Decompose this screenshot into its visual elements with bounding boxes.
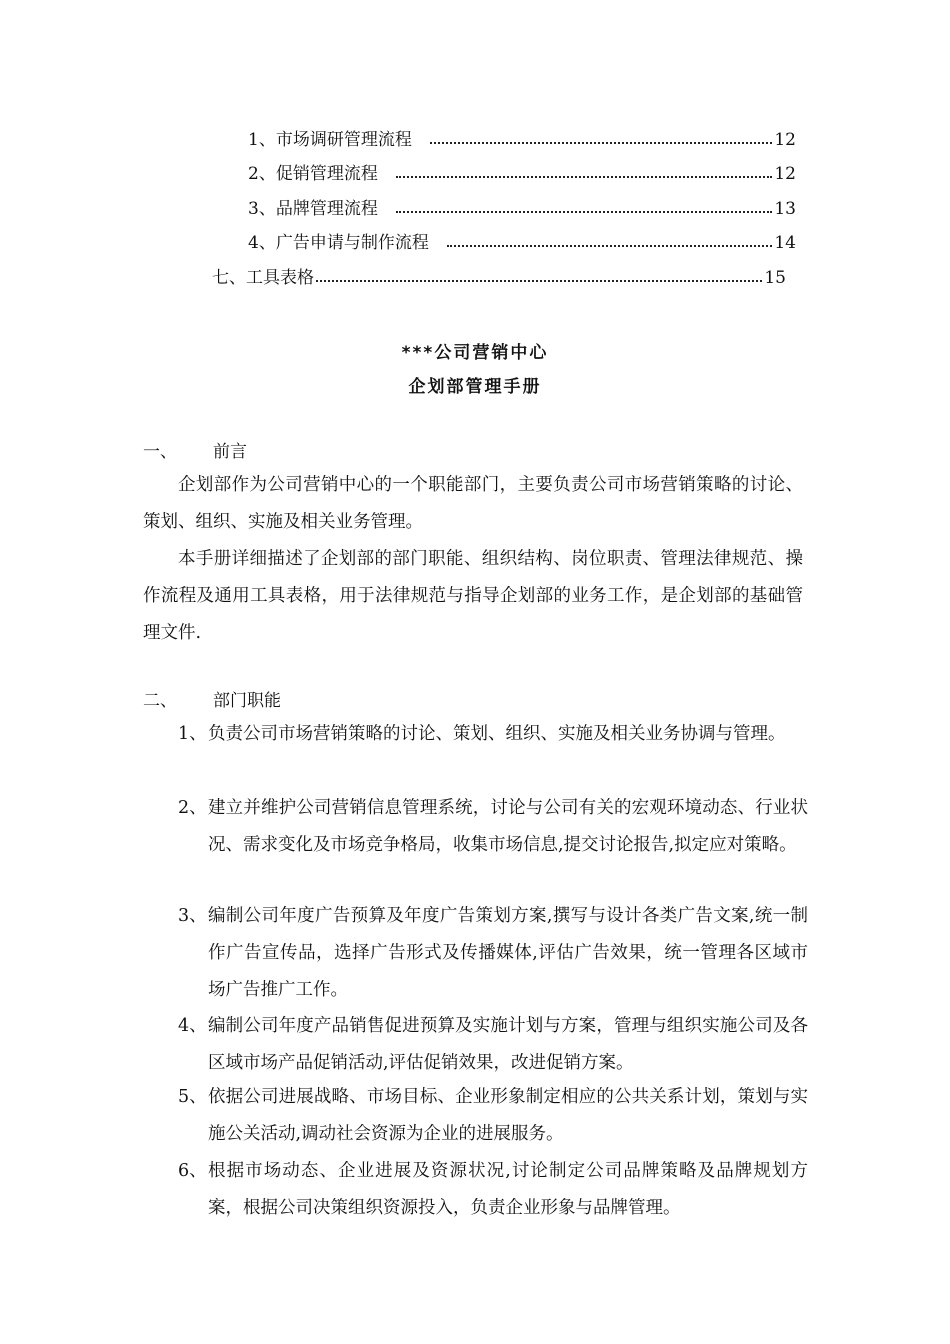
- list-item-number: 4、: [178, 1016, 207, 1036]
- section-heading: [143, 439, 247, 465]
- toc-entry-page: 12: [774, 164, 796, 184]
- toc-entry-label: 4、广告申请与制作流程: [248, 233, 429, 253]
- toc-leader-dots: [447, 230, 773, 256]
- list-item-text: 根据市场动态、企业进展及资源状况,讨论制定公司品牌策略及品牌规划方案，根据公司决策组织资源投入，负责企业形象与品牌管理。: [208, 1161, 808, 1218]
- toc-entry-page: 13: [774, 199, 796, 219]
- toc-entry-page: 12: [774, 130, 796, 150]
- toc-entry[interactable]: [248, 230, 796, 256]
- section-title: 部门职能: [213, 691, 281, 711]
- toc-leader-dots: [316, 265, 762, 291]
- document-subtitle: 企划部管理手册: [408, 377, 542, 397]
- list-item: [178, 1079, 808, 1153]
- list-item: [178, 898, 808, 1009]
- toc-entry[interactable]: [212, 265, 786, 291]
- list-item-text: 建立并维护公司营销信息管理系统，讨论与公司有关的宏观环境动态、行业状况、需求变化及市场竞争格局，收集市场信息,提交讨论报告,拟定应对策略。: [208, 798, 808, 855]
- toc-entry-label: 1、市场调研管理流程: [248, 130, 412, 150]
- list-item-text: 依据公司进展战略、市场目标、企业形象制定相应的公共关系计划，策划与实施公关活动,调动社会资源为企业的进展服务。: [208, 1087, 808, 1144]
- toc-entry[interactable]: [248, 196, 796, 222]
- list-item-text: 负责公司市场营销策略的讨论、策划、组织、实施及相关业务协调与管理。: [208, 724, 786, 744]
- toc-entry-page: 15: [764, 268, 786, 288]
- section-number: 二、: [143, 691, 177, 711]
- toc-entry[interactable]: [248, 161, 796, 187]
- toc-leader-dots: [396, 196, 773, 222]
- list-item: [178, 790, 808, 864]
- list-item-number: 3、: [178, 906, 207, 926]
- toc-leader-dots: [396, 161, 773, 187]
- section-title: 前言: [213, 442, 247, 462]
- list-item: [178, 1008, 808, 1082]
- toc-entry-label: 2、促销管理流程: [248, 164, 378, 184]
- list-item: [178, 716, 808, 753]
- body-paragraph: 企划部作为公司营销中心的一个职能部门，主要负责公司市场营销策略的讨论、策划、组织、实施及相关业务管理。: [143, 475, 803, 532]
- toc-leader-dots: [430, 127, 773, 153]
- section-heading: [143, 688, 281, 714]
- list-item-number: 5、: [178, 1087, 207, 1107]
- toc-entry-page: 14: [774, 233, 796, 253]
- body-paragraph: 本手册详细描述了企划部的部门职能、组织结构、岗位职责、管理法律规范、操作流程及通用工具表格，用于法律规范与指导企划部的业务工作，是企划部的基础管理文件.: [143, 549, 803, 643]
- list-item-text: 编制公司年度产品销售促进预算及实施计划与方案，管理与组织实施公司及各区域市场产品促销活动,评估促销效果，改进促销方案。: [208, 1016, 808, 1073]
- toc-entry-label: 3、品牌管理流程: [248, 199, 378, 219]
- list-item-number: 2、: [178, 798, 207, 818]
- section-number: 一、: [143, 442, 177, 462]
- document-title: ***公司营销中心: [401, 343, 549, 363]
- list-item: [178, 1153, 808, 1227]
- list-item-number: 1、: [178, 724, 207, 744]
- list-item-number: 6、: [178, 1161, 207, 1181]
- list-item-text: 编制公司年度广告预算及年度广告策划方案,撰写与设计各类广告文案,统一制作广告宣传品，选择广告形式及传播媒体,评估广告效果，统一管理各区域市场广告推广工作。: [208, 906, 808, 1000]
- toc-entry[interactable]: [248, 127, 796, 153]
- toc-entry-label: 七、工具表格: [212, 268, 314, 288]
